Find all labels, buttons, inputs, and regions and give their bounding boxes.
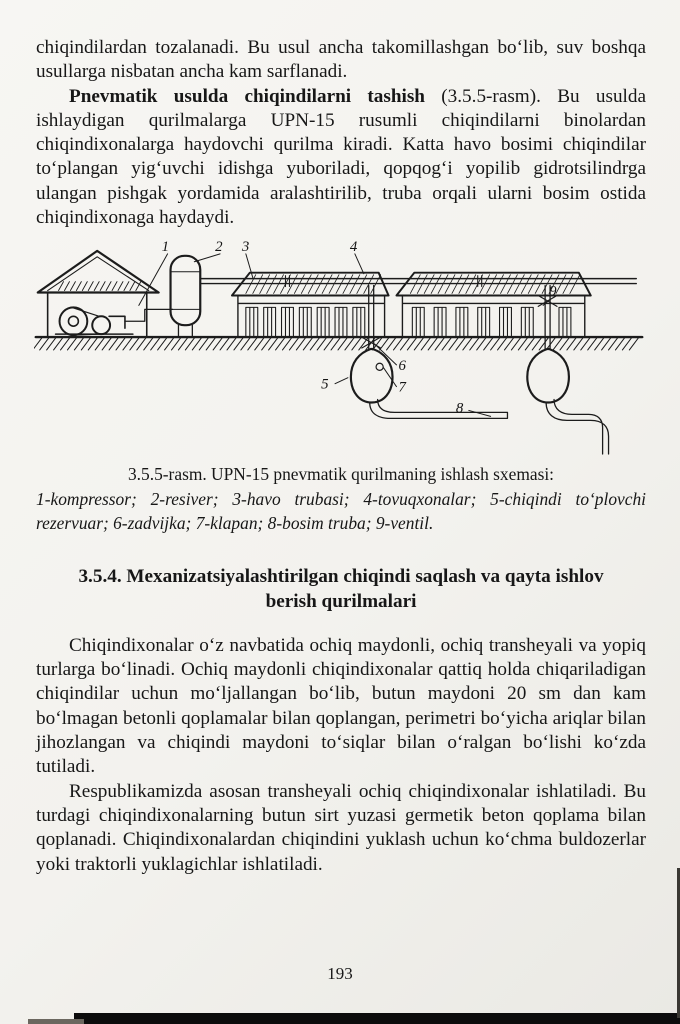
figure-label-8: 8	[455, 400, 464, 417]
paragraph-continuation: chiqindilardan tozalanadi. Bu usul ancha takomillashgan bo‘lib, suv boshqa usullarga nisbatan ancha kam sarflanadi.	[36, 37, 646, 83]
figure-label-9: 9	[549, 283, 557, 300]
building-b-walls	[402, 296, 584, 338]
pressure-pipe-right	[546, 400, 608, 455]
figure-caption	[36, 462, 646, 535]
figure-label-5: 5	[321, 377, 329, 394]
paragraph-pnevmatik	[36, 85, 646, 231]
doors-b	[412, 308, 571, 338]
receiver-rings	[172, 272, 200, 310]
paragraph-respublikamizda: Respublikamizda asosan transheyali ochiq chiqindixonalar ishlatiladi. Bu turdagi chiqindixonalarning butun sirt yuzasi germetik beton qoplama bilan qoplanadi. Chiqindixonalardan chiqindini yuklash uchun ko‘chma buldozerlar yoki traktorli yuklagichlar ishlatiladi.	[36, 780, 646, 875]
section-heading-3-5-4: 3.5.4. Mexanizatsiyalashtirilgan chiqindi saqlash va qayta ishlov berish qurilmalari	[78, 566, 604, 612]
figure-label-3: 3	[241, 239, 250, 256]
scan-edge-smudge	[28, 1019, 84, 1024]
figure-label-4: 4	[349, 239, 358, 256]
figure-label-6: 6	[398, 358, 406, 375]
figure-label-1: 1	[161, 239, 170, 256]
page-number: 193	[327, 964, 353, 983]
figure-caption-title: 3.5.5-rasm. UPN-15 pnevmatik qurilmaning ishlash sxemasi:	[127, 464, 555, 485]
house-roof-hatch	[59, 282, 141, 291]
tank-right	[527, 349, 569, 403]
figure-3-5-5	[34, 238, 646, 458]
tank-left	[351, 349, 393, 403]
scan-edge-bottom	[74, 1013, 680, 1024]
receiver-tank	[171, 256, 201, 325]
paragraph-pnevmatik-body: (3.5.5-rasm). Bu usulda ishlaydigan qurilmalarga UPN-15 rusumli chiqindilarni binolardan chiqindixonalarga haydovchi qurilma kiradi. Katta havo bosimi chiqindilar to‘plangan yig‘uvchi idishga yuboriladi, qopqog‘i yopilib gidrotsilindrga ulangan pishgak yordamida aralashtirilib, truba orqali ularni bosim ostida chiqindixonaga haydaydi.	[36, 85, 646, 229]
figure-label-7: 7	[398, 379, 406, 396]
receiver-legs	[178, 326, 192, 338]
pneumatic-scheme-drawing	[34, 238, 644, 458]
paragraph-lead-bold: Pnevmatik usulda chiqindilarni tashish	[69, 85, 425, 107]
figure-caption-legend: 1-kompressor; 2-resiver; 3-havo trubasi; 4-tovuqxonalar; 5-chiqindi to‘plovchi rezervuar; 6-zadvijka; 7-klapan; 8-bosim truba; 9-ventil.	[36, 488, 646, 533]
paragraph-chiqindixonalar: Chiqindixonalar o‘z navbatida ochiq maydonli, ochiq transheyali va yopiq turlarga bo‘linadi. Ochiq maydonli chiqindixonalar qattiq holda chiqariladigan chiqindilar uchun mo‘ljallangan bo‘lib, butun maydoni 20 sm dan kam bo‘lmagan betonli qoplamalar bilan qoplangan, perimetri bo‘yicha ariqlar bilan jihozlangan va chiqindi maydoni to‘siqlar bilan o‘ralgan bo‘lishi ko‘zda tutiladi.	[36, 634, 646, 778]
compressor-hub	[68, 317, 78, 327]
doors-a	[246, 308, 365, 338]
valve-7-icon	[376, 364, 383, 371]
figure-label-2: 2	[215, 239, 223, 256]
pipe-compressor-receiver	[125, 310, 173, 322]
compressor-pulley	[92, 317, 110, 335]
